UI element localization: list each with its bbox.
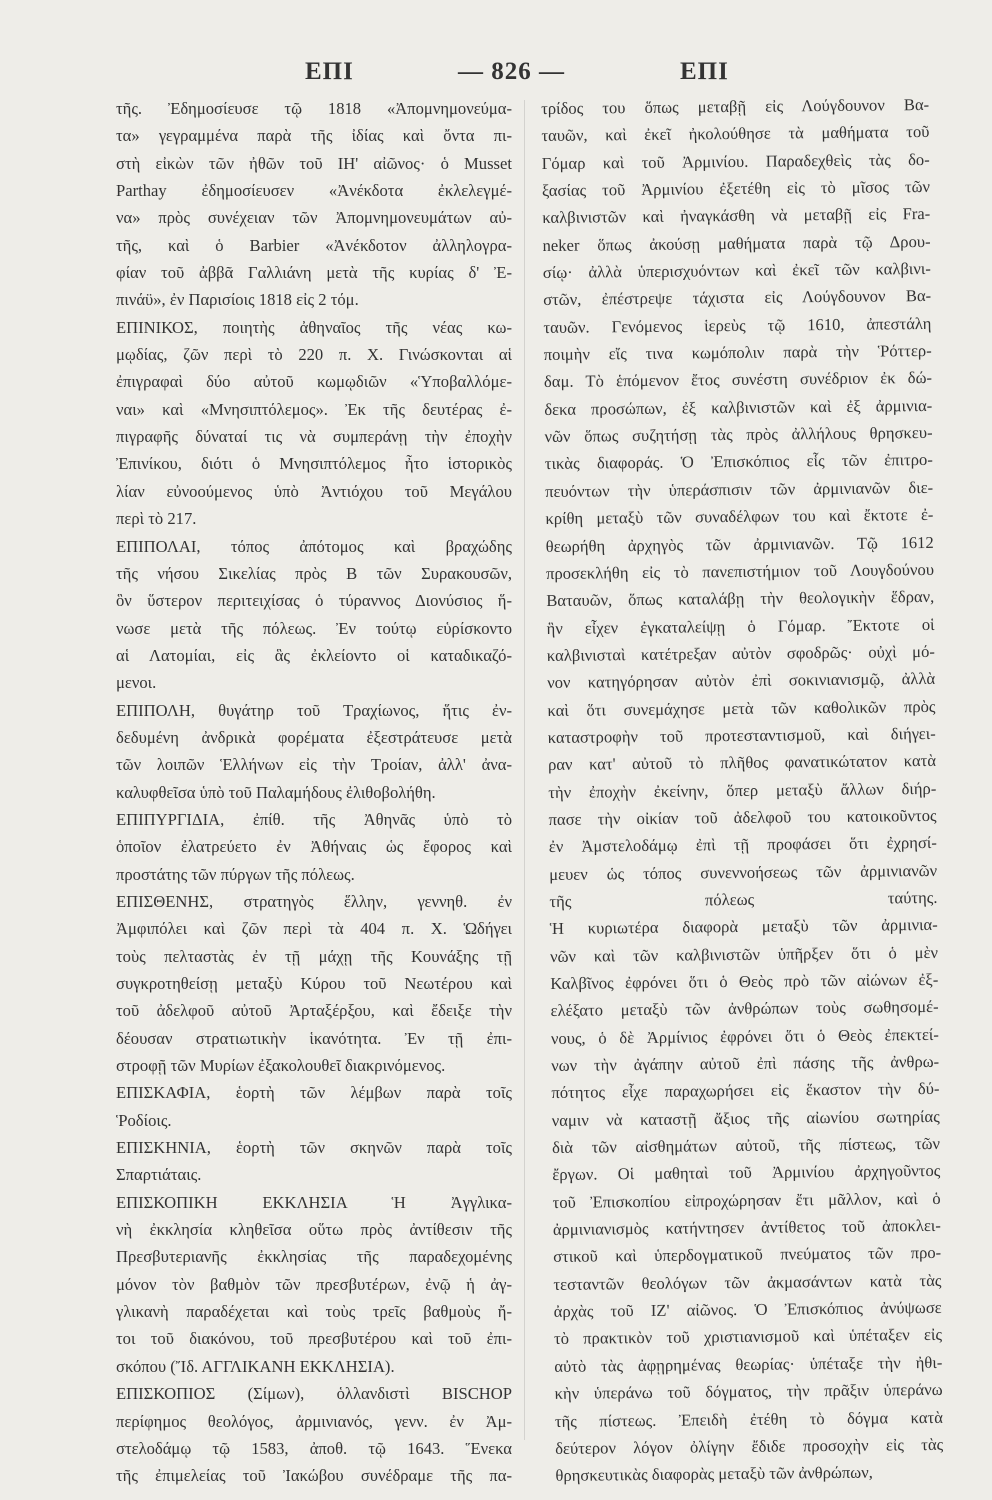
text-line: ἐν Ἀμστελοδάμῳ ἐπὶ τῇ προφάσει ὅτι ἐχρησί-: [548, 833, 937, 857]
text-line: καλβινιστῶν καὶ ἠναγκάσθη νὰ μεταβῇ εἰς Fra-: [542, 204, 931, 228]
text-line: τρίδος του ὅπως μεταβῇ εἰς Λούγδουνον Βα-: [541, 94, 930, 118]
text-line: μῳδίας, ζῶν περὶ τὸ 220 π. Χ. Γινώσκονται αἱ: [116, 345, 512, 365]
text-line: δεκα προσώπων, ἐξ καλβινιστῶν καὶ ἐξ ἀρμινια-: [544, 395, 933, 419]
text-line: νῶν ὅπως συζητήσῃ τὰς πρὸς ἀλλήλους θρησκευ-: [544, 423, 933, 447]
text-line: νους, ὁ δὲ Ἀρμίνιος ἐφρόνει ὅτι ὁ Θεὸς ἐπεκτεί-: [550, 1024, 939, 1048]
right-text-column: [541, 91, 944, 1490]
text-line: σίῳ· ἀλλὰ ὑπερισχυόντων καὶ ἐκεῖ τῶν καλβινι-: [542, 258, 931, 283]
text-line: πότητος εἶχε παραχωρήσει εἰς ἕκαστον τὴν δύ-: [551, 1079, 940, 1103]
text-line: νὴ ἐκκλησία κληθεῖσα οὕτω πρὸς ἀντίθεσιν τῆς: [116, 1220, 512, 1240]
text-line: στελοδάμῳ τῷ 1583, ἀποθ. τῷ 1643. Ἕνεκα: [116, 1438, 512, 1458]
text-line: δέουσαν στρατιωτικὴν ἱκανότητα. Ἐν τῇ ἐπι-: [116, 1028, 512, 1048]
text-line: μευεν ὡς τόπος συνεννοήσεως τῶν ἀρμινιανῶν: [549, 860, 938, 884]
text-line: Γόμαρ καὶ τοῦ Ἀρμινίου. Παραδεχθεὶς τὰς δο-: [541, 149, 930, 173]
text-line: σκόπου (Ἴδ. ΑΓΓΛΙΚΑΝΗ ΕΚΚΛΗΣΙΑ).: [116, 1356, 395, 1376]
text-line: ταυῶν. Γενόμενος ἱερεὺς τῷ 1610, ἀπεστάλη: [543, 313, 932, 337]
header-left-running-title: ΕΠΙ: [305, 58, 354, 85]
text-line: τῆς. Ἐδημοσίευσε τῷ 1818 «Ἀπομνημονεύμα-: [116, 99, 512, 118]
text-line: τεσταντῶν θεολόγων τῶν ἀκμασάντων κατὰ τὰς: [553, 1270, 942, 1294]
text-line: τὸ πρακτικὸν τοῦ χριστιανισμοῦ καὶ ὑπέταξεν εἰς: [553, 1325, 943, 1349]
text-line: ταυῶν, καὶ ἐκεῖ ἠκολούθησε τὰ μαθήματα τοῦ: [541, 122, 930, 146]
text-line: περίφημος θεολόγος, ἀρμινιανός, γενν. ἐν Ἀμ-: [116, 1411, 512, 1431]
text-line: δεύτερον λόγον ὀλίγην ἔδιδε προσοχὴν εἰς τὰς: [555, 1434, 944, 1458]
text-line: Ἀμφιπόλει καὶ ζῶν περὶ τὰ 404 π. Χ. Ὡδήγει: [116, 919, 512, 939]
text-line: ΕΠΙΣΘΕΝΗΣ, στρατηγὸς ἕλλην, γεννηθ. ἐν: [116, 891, 512, 911]
text-line: νῶν καὶ τῶν καλβινιστῶν ὑπῆρξεν ὅτι ὁ μὲν: [549, 942, 939, 966]
text-line: ελέξατο μεταξὺ τῶν ἀνθρώπων τοὺς σωθησομέ-: [550, 997, 939, 1021]
text-line: πασε τὴν οἰκίαν τοῦ ἀδελφοῦ του κατοικοῦντος: [548, 805, 937, 829]
text-line: στροφῇ τῶν Μυρίων ἐξακολουθεῖ διακρινόμενος.: [116, 1056, 446, 1076]
text-line: τῆς, καὶ ὁ Barbier «Ἀνέκδοτον ἀλληλογρα-: [116, 235, 512, 255]
text-line: νον κατηγόρησαν αὐτὸν ἐπὶ σοκινιανισμῷ, ἀλλὰ: [547, 669, 936, 693]
text-line: να» πρὸς συνέχειαν τῶν Ἀπομνημονευμάτων αὐ-: [116, 208, 512, 228]
text-line: στικοῦ καὶ ὑπερδογματικοῦ πνεύματος τῶν προ-: [553, 1243, 942, 1267]
text-line: νων τὴν ἀγάπην αὐτοῦ ἐπὶ πάσης τῆς ἀνθρω-: [551, 1051, 940, 1075]
text-line: δεδυμένη ἀνδρικὰ φορέματα ἐξεστράτευσε μετὰ: [116, 727, 512, 747]
text-line: ξασίας τοῦ Ἀρμινίου ἐξετέθη εἰς τὸ μῖσος τῶν: [541, 176, 931, 201]
text-line: καταστροφὴν τοῦ προτεσταντισμοῦ, καὶ διήγει-: [547, 723, 936, 747]
page-header: [0, 52, 992, 92]
text-line: Πρεσβυτεριανῆς ἐκκλησίας τῆς παραδεχομένης: [116, 1247, 512, 1267]
text-line: ποιμὴν εἴς τινα κωμόπολιν παρὰ τὴν Ῥόττερ-: [543, 341, 932, 365]
text-line: τῆς πόλεως ταύτης.: [549, 887, 938, 911]
page-number: — 826 —: [458, 58, 565, 85]
text-line: τῆς πίστεως. Ἐπειδὴ ἐτέθη τὸ δόγμα κατὰ: [554, 1407, 943, 1431]
text-line: κρίθη μεταξὺ τῶν συναδέλφων του καὶ ἔκτοτε ἐ-: [545, 505, 934, 529]
text-line: στῶν, ἐπέστρεψε τάχιστα εἰς Λούγδουνον Βα-: [543, 286, 932, 310]
text-line: Σπαρτιάταις.: [116, 1165, 202, 1185]
text-line: ΕΠΙΣΚΑΦΙΑ, ἑορτὴ τῶν λέμβων παρὰ τοῖς: [116, 1083, 512, 1103]
text-line: neker ὅπως ἀκούσῃ μαθήματα παρὰ τῷ Δρου-: [542, 231, 931, 255]
text-line: ναι» καὶ «Μνησιπτόλεμος». Ἐκ τῆς δευτέρας ἐ-: [116, 399, 512, 419]
text-line: τοῦ ἀδελφοῦ αὐτοῦ Ἀρταξέρξου, καὶ ἔδειξε τὴν: [116, 1001, 512, 1021]
text-line: μόνον τὸν βαθμὸν τῶν πρεσβυτέρων, ἐνῷ ἡ ἀγ-: [116, 1274, 512, 1294]
text-line: ὁποῖον ἐλατρεύετο ἐν Ἀθήναις ὡς ἔφορος καὶ: [116, 837, 512, 857]
text-line: ΕΠΙΠΟΛΗ, θυγάτηρ τοῦ Τραχίωνος, ἥτις ἐν-: [116, 700, 512, 720]
text-line: πινάϋ», ἐν Παρισίοις 1818 εἰς 2 τόμ.: [116, 290, 359, 310]
text-line: Ἐπινίκου, διότι ὁ Μνησιπτόλεμος ἦτο ἱστορικὸς: [116, 454, 512, 474]
text-line: συγκροτηθείσῃ μεταξὺ Κύρου τοῦ Νεωτέρου καὶ: [116, 974, 512, 993]
text-line: τα» γεγραμμένα παρὰ τῆς ἰδίας καὶ ὄντα πι-: [116, 126, 512, 146]
text-line: αὐτὸ τὰς ἀφῃρημένας θεωρίας· ὑπέταξε τὴν ἠθι-: [554, 1352, 943, 1376]
text-line: πιγραφῆς δύναταί τις νὰ συμπεράνῃ τὴν ἐποχὴν: [116, 427, 512, 447]
text-line: καὶ ὅτι συνεμάχησε μετὰ τῶν καθολικῶν πρὸς: [547, 696, 936, 720]
text-line: ἀρμινιανισμὸς κατήντησεν ἀντίθετος τοῦ ἀποκλει-: [552, 1215, 941, 1240]
text-line: Ἡ κυριωτέρα διαφορὰ μεταξὺ τῶν ἀρμινια-: [549, 915, 938, 939]
text-line: κὴν ὑπεράνω τοῦ δόγματος, τὴν πρᾶξιν ὑπεράνω: [554, 1380, 943, 1404]
text-line: ἔργων. Οἱ μαθηταὶ τοῦ Ἀρμινίου ἀρχηγοῦντος: [552, 1161, 941, 1185]
text-line: καλβινισταὶ κατέτρεξαν αὐτὸν σφοδρῶς· οὐχὶ μό-: [546, 641, 935, 665]
text-line: περὶ τὸ 217.: [116, 509, 197, 529]
text-line: πευόντων τὴν ὑπεράσπισιν τῶν ἀρμινιανῶν διε-: [545, 477, 934, 501]
text-line: ἣν εἶχεν ἐγκαταλείψῃ ὁ Γόμαρ. Ἔκτοτε οἱ: [546, 614, 935, 638]
text-line: αἱ Λατομίαι, εἰς ἃς ἐκλείοντο οἱ καταδικαζό-: [116, 645, 512, 665]
text-line: ὃν ὕστερον περιτειχίσας ὁ τύραννος Διονύσιος ἥ-: [116, 591, 512, 611]
text-line: διὰ τῶν αἰσθημάτων αὐτοῦ, τῆς πίστεως, τῶν: [551, 1133, 941, 1158]
text-line: ἐπιγραφαὶ δύο αὐτοῦ κωμῳδιῶν «Ὑποβαλλόμε-: [116, 372, 512, 392]
text-line: τοὺς πελταστὰς ἐν τῇ μάχῃ τῆς Κουνάξης τῇ: [116, 946, 512, 966]
text-line: ναμιν νὰ καταστῇ ἄξιος τῆς αἰωνίου σωτηρίας: [551, 1106, 940, 1130]
text-line: προστάτης τῶν πύργων τῆς πόλεως.: [116, 864, 355, 884]
text-line: φίαν τοῦ ἀββᾶ Γαλλιάνη μετὰ τῆς κυρίας δ' Ἐ-: [116, 263, 512, 283]
text-line: τοι τοῦ διακόνου, τοῦ πρεσβυτέρου καὶ τοῦ ἐπι-: [116, 1329, 512, 1349]
text-line: τῶν λοιπῶν Ἑλλήνων εἰς τὴν Τροίαν, ἀλλ' ἀνα-: [116, 755, 512, 775]
text-line: δαμ. Τὸ ἑπόμενον ἔτος συνέστη συνέδριον ἐκ δώ-: [543, 368, 933, 392]
text-line: ΕΠΙΠΥΡΓΙΔΙΑ, ἐπίθ. τῆς Ἀθηνᾶς ὑπὸ τὸ: [116, 809, 512, 829]
text-line: ΕΠΙΠΟΛΑΙ, τόπος ἀπότομος καὶ βραχώδης: [116, 536, 512, 556]
header-right-running-title: ΕΠΙ: [680, 58, 729, 85]
left-text-column: [116, 95, 512, 1490]
text-line: καλυφθεῖσα ὑπὸ τοῦ Παλαμήδους ἐλιθοβολήθη.: [116, 782, 436, 802]
text-line: ραν κατ' αὐτοῦ τὸ πλῆθος φανατικώτατον κατὰ: [547, 751, 937, 775]
text-line: Καλβῖνος ἐφρόνει ὅτι ὁ Θεὸς πρὸ τῶν αἰώνων ἐξ-: [550, 969, 939, 993]
text-line: Ῥοδίοις.: [116, 1110, 172, 1130]
text-line: ΕΠΙΣΚΟΠΙΚΗ ΕΚΚΛΗΣΙΑ Ἡ Ἀγγλικα-: [116, 1192, 512, 1212]
text-line: ΕΠΙΣΚΟΠΙΟΣ (Σίμων), ὁλλανδιστὶ BISCHOP: [116, 1384, 512, 1404]
text-line: λίαν εὐνοούμενος ὑπὸ Ἀντιόχου τοῦ Μεγάλου: [116, 481, 512, 501]
text-line: γλικανὴ παραδέχεται καὶ τοὺς τρεῖς βαθμοὺς ἤ-: [116, 1302, 512, 1322]
text-line: νωσε μετὰ τῆς πόλεως. Ἐν τούτῳ εὑρίσκοντο: [116, 618, 512, 638]
text-line: τῆς νήσου Σικελίας πρὸς Β τῶν Συρακουσῶν,: [116, 563, 512, 583]
text-line: προσεκλήθη εἰς τὸ πανεπιστήμιον τοῦ Λουγδούνου: [545, 559, 935, 583]
text-line: ΕΠΙΣΚΗΝΙΑ, ἑορτὴ τῶν σκηνῶν παρὰ τοῖς: [116, 1138, 512, 1158]
text-line: στὴ εἰκὼν τῶν ἠθῶν τοῦ ΙΗ' αἰῶνος· ὁ Musset: [116, 153, 512, 173]
text-line: τὴν ἐποχὴν ἐκείνην, ὅπερ μεταξὺ ἄλλων διήρ-: [548, 778, 937, 802]
text-line: τικὰς διαφοράς. Ὁ Ἐπισκόπιος εἷς τῶν ἐπιτρο-: [544, 450, 933, 474]
text-line: μενοι.: [116, 673, 157, 693]
text-line: Parthay ἐδημοσίευσεν «Ἀνέκδοτα ἐκλελεγμέ-: [116, 181, 512, 201]
text-line: ΕΠΙΝΙΚΟΣ, ποιητὴς ἀθηναῖος τῆς νέας κω-: [116, 317, 512, 337]
text-line: τῆς ἐπιμελείας τοῦ Ἰακώβου συνέδραμε τῆς πα-: [116, 1466, 512, 1486]
text-line: ἀρχὰς τοῦ ΙΖ' αἰῶνος. Ὁ Ἐπισκόπιος ἀνύψωσε: [553, 1297, 942, 1322]
column-separator: [524, 100, 525, 1440]
text-line: τοῦ Ἐπισκοπίου εἰπροχώρησαν ἔτι μᾶλλον, καὶ ὁ: [552, 1188, 941, 1212]
text-line: θρησκευτικὰς διαφορὰς μεταξὺ τῶν ἀνθρώπων,: [555, 1462, 873, 1486]
text-line: θεωρήθη ἀρχηγὸς τῶν ἀρμινιανῶν. Τῷ 1612: [545, 532, 934, 556]
text-line: Βαταυῶν, ὅπως καταλάβῃ τὴν θεολογικὴν ἕδραν,: [546, 587, 935, 611]
